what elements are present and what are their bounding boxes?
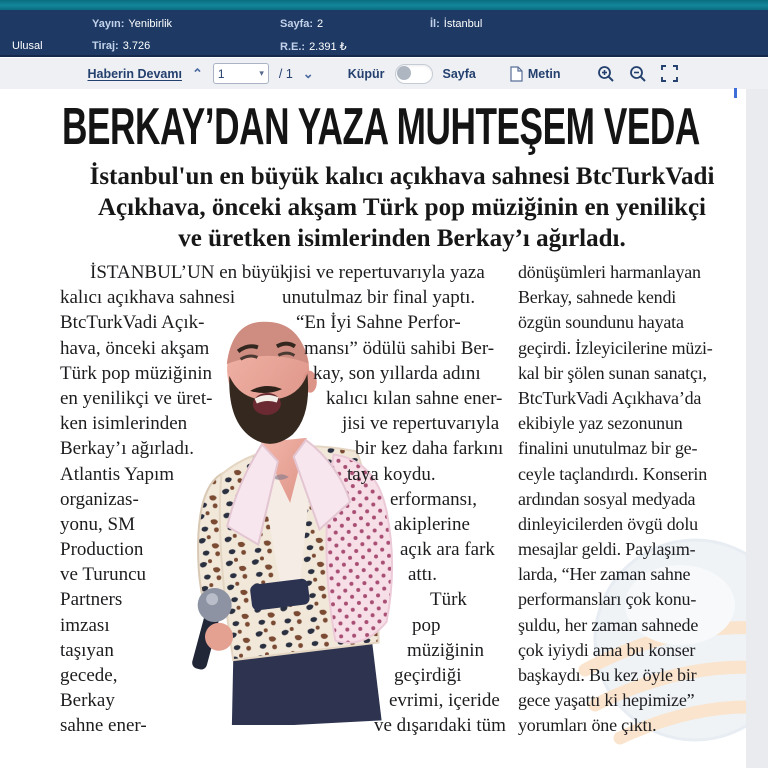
text-line: kay, son yıllarda adını <box>313 362 481 384</box>
zoom-out-button[interactable] <box>627 63 649 85</box>
text-line: Production <box>60 539 144 561</box>
text-line: mansı” ödülü sahibi Ber- <box>304 337 495 359</box>
text-line: ve Turuncu <box>60 564 147 586</box>
text-line: İSTANBUL’UN en büyük <box>90 262 290 283</box>
text-line: dinleyicilerden övgü dolu <box>518 513 698 534</box>
page-select[interactable] <box>213 63 269 84</box>
text-line: mesajlar geldi. Paylaşım- <box>518 539 696 560</box>
text-line: evrimi, içeride <box>389 690 500 712</box>
text-line: erformansı, <box>390 488 478 510</box>
subtitle-line: ve üretken isimlerinden Berkay’ı ağırladı. <box>178 225 626 252</box>
text-line: attı. <box>408 564 438 586</box>
text-line: ardından sosyal medyada <box>518 488 696 509</box>
scroll-position-tick <box>734 88 737 98</box>
circulation-field: Tiraj: 3.726 <box>92 40 151 52</box>
kupur-label: Küpür <box>347 66 385 81</box>
text-line: kalıcı kılan sahne ener- <box>326 387 503 409</box>
text-line: kalıcı açıkhava sahnesi <box>60 287 236 309</box>
article-column-left <box>60 262 290 741</box>
text-line: unutulmaz bir final yaptı. <box>282 287 476 309</box>
chevron-down-icon[interactable]: ⌄ <box>302 66 314 81</box>
text-line: açık ara fark <box>400 539 495 561</box>
fullscreen-icon <box>661 65 678 82</box>
text-line: gecede, <box>60 665 118 686</box>
text-line: Partners <box>60 589 123 611</box>
text-line: akiplerine <box>394 513 470 535</box>
chevron-up-icon[interactable]: ⌃ <box>191 66 203 81</box>
text-line: kal bir şölen sunan sanatçı, <box>518 362 707 383</box>
subtitle-line: İstanbul'un en büyük kalıcı açıkhava sahnesi BtcTurkVadi <box>89 163 715 190</box>
city-field: İl: İstanbul <box>430 18 483 30</box>
text-line: performansları çok konu- <box>518 589 697 610</box>
text-line: ve dışarıdaki tüm <box>374 715 506 737</box>
text-line: yonu, SM <box>60 513 135 535</box>
viewer-toolbar <box>0 57 768 90</box>
metin-button[interactable] <box>510 66 561 82</box>
article-subtitle <box>56 163 748 256</box>
text-line: gece yaşattı ki hepimize” <box>518 690 695 711</box>
text-line: ekibiyle yaz sezonunun <box>518 413 683 434</box>
publication-field: Yayın: Yenibirlik <box>92 18 173 30</box>
text-line: taya koydu. <box>347 463 436 485</box>
continue-news-link[interactable]: Haberin Devamı <box>87 66 182 81</box>
text-line: larda, “Her zaman sahne <box>518 564 691 585</box>
text-line: Berkay’ı ağırladı. <box>60 438 195 460</box>
article-column-middle <box>280 262 520 741</box>
document-icon <box>510 66 523 82</box>
fullscreen-button[interactable] <box>659 63 681 85</box>
text-line: yorumları öne çıktı. <box>518 715 657 736</box>
text-line: geçirdi. İzleyicilerine müzi- <box>518 337 713 358</box>
text-line: dönüşümleri harmanlayan <box>518 262 701 282</box>
text-line: Türk <box>430 589 467 611</box>
text-line: Atlantis Yapım <box>60 463 175 485</box>
title-strip <box>0 0 768 10</box>
scope-value: Ulusal <box>12 40 43 52</box>
select-caret-icon: ▾ <box>259 68 264 78</box>
text-line: ken isimlerinden <box>60 413 188 435</box>
page-edge-gutter <box>746 89 768 768</box>
newspaper-clipping <box>0 89 768 768</box>
text-line: jisi ve repertuvarıyla <box>342 413 500 435</box>
text-line: başkaydı. Bu kez öyle bir <box>518 665 697 685</box>
text-line: jisi ve repertuvarıyla yaza <box>288 262 485 283</box>
text-line: taşıyan <box>60 639 114 661</box>
text-line: sahne ener- <box>60 715 147 737</box>
page-select-value: 1 <box>217 66 225 81</box>
metin-label: Metin <box>527 66 561 81</box>
text-line: bir kez daha farkını <box>355 438 504 460</box>
text-line: organizas- <box>60 488 139 510</box>
text-line: Türk pop müziğinin <box>60 362 212 384</box>
text-line: hava, önceki akşam <box>60 337 210 359</box>
page-total-label: / 1 <box>278 66 293 81</box>
kupur-sayfa-toggle[interactable] <box>395 64 433 84</box>
text-line: şuldu, her zaman sahnede <box>518 614 699 635</box>
text-line: pop <box>412 614 441 636</box>
text-line: müziğinin <box>407 639 485 661</box>
text-line: imzası <box>60 614 110 636</box>
subtitle-line: Açıkhava, önceki akşam Türk pop müziğinin en yenilikçi <box>98 194 706 221</box>
text-line: ceyle taçlandırdı. Konserin <box>518 463 708 484</box>
clip-metadata-bar <box>0 10 768 57</box>
text-line: geçirdiği <box>394 665 462 686</box>
page-number-field: Sayfa: 2 <box>280 18 324 30</box>
text-line: Berkay, sahnede kendi <box>518 287 677 308</box>
text-line: özgün soundunu hayata <box>518 312 684 333</box>
zoom-out-icon <box>629 65 647 83</box>
article-headline: BERKAY’DAN YAZA MUHTEŞEM VEDA <box>62 98 700 156</box>
zoom-in-button[interactable] <box>595 63 617 85</box>
text-line: Berkay <box>60 690 115 712</box>
toggle-knob <box>397 66 411 80</box>
article-column-right <box>518 262 748 741</box>
sayfa-label: Sayfa <box>442 66 476 81</box>
zoom-in-icon <box>597 65 615 83</box>
text-line: “En İyi Sahne Perfor- <box>296 312 461 334</box>
text-line: BtcTurkVadi Açıkhava’da <box>518 387 702 408</box>
text-line: BtcTurkVadi Açık- <box>60 312 205 334</box>
text-line: en yenilikçi ve üret- <box>60 387 213 409</box>
text-line: çok iyiydi ama bu konser <box>518 639 696 660</box>
text-line: finalini unutulmaz bir ge- <box>518 438 698 459</box>
ad-value-field: R.E.: 2.391 ₺ <box>280 41 347 53</box>
